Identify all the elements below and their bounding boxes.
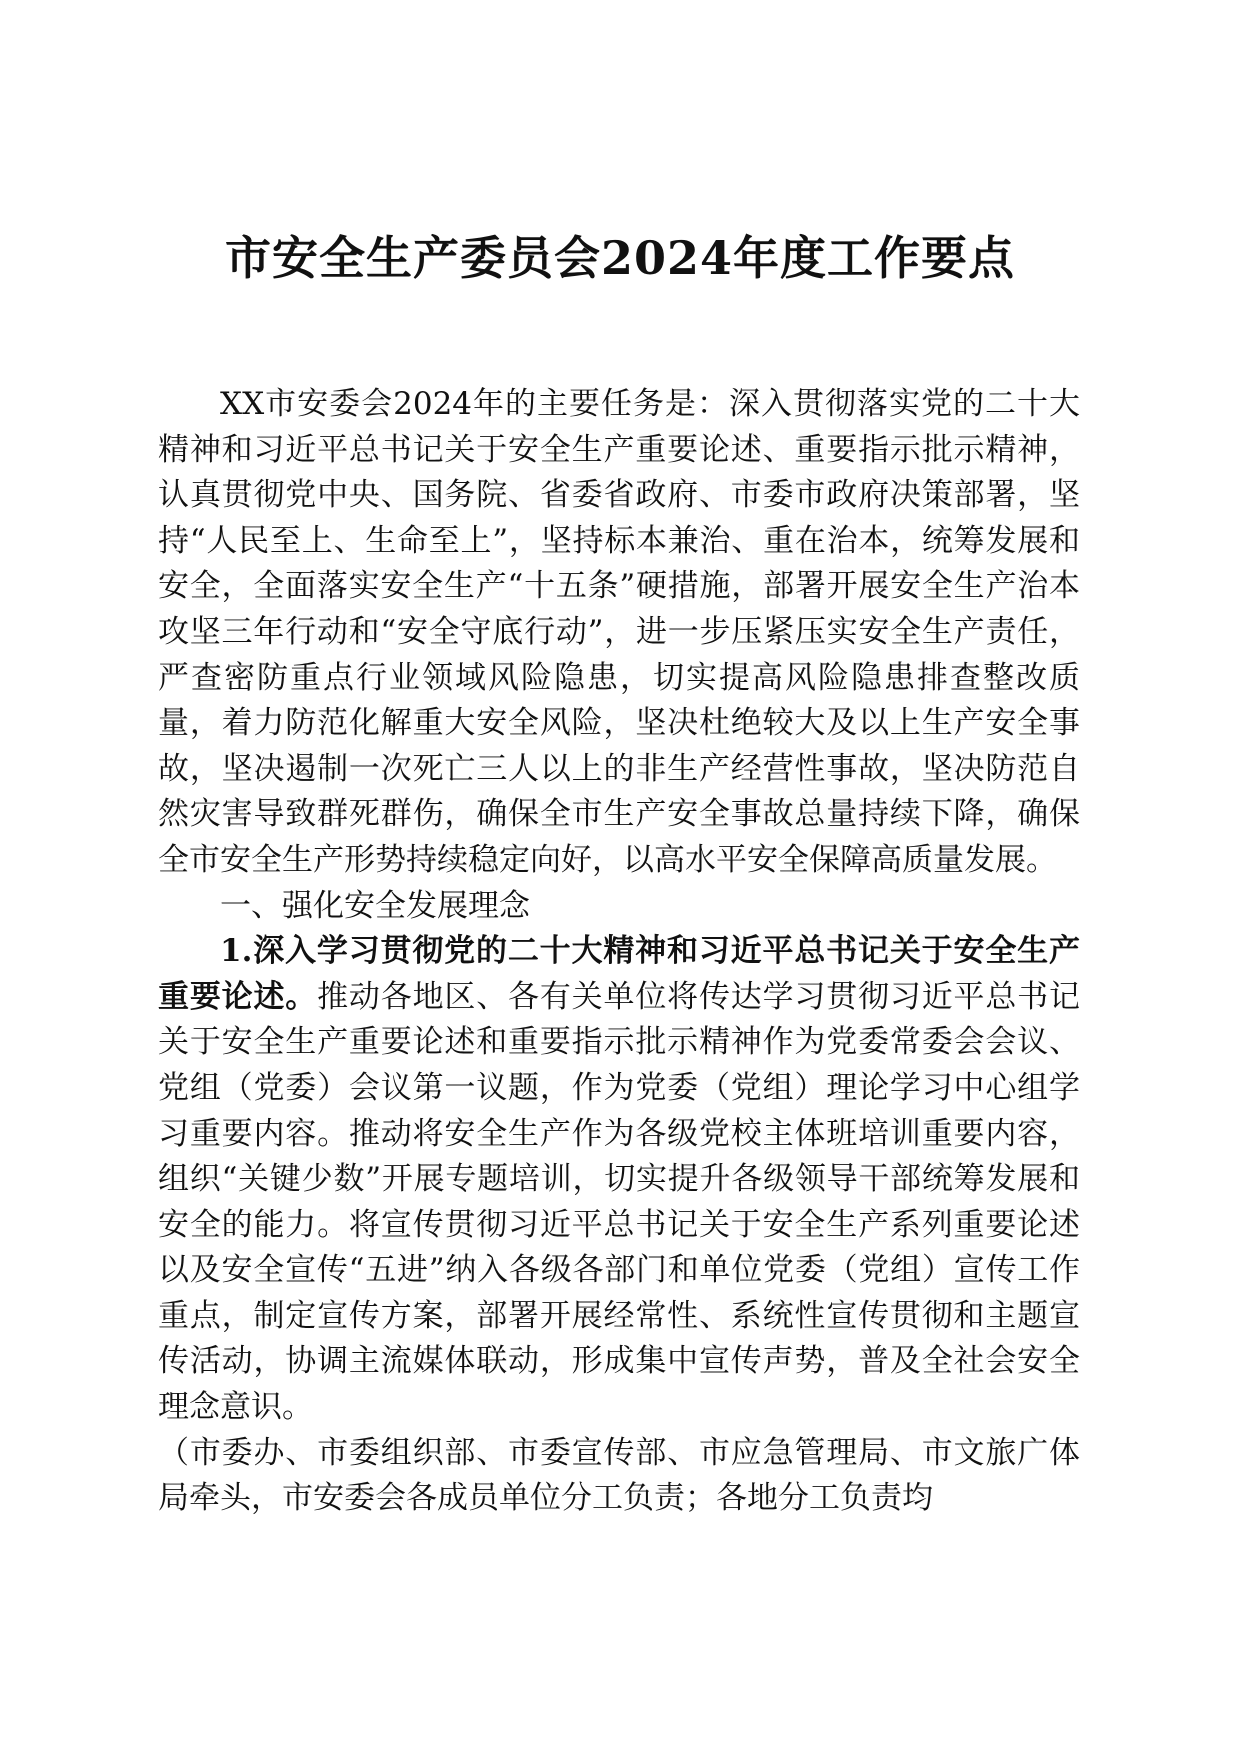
page-title: 市安全生产委员会2024年度工作要点 [224, 231, 1016, 285]
section-heading: 一、强化安全发展理念 [220, 887, 530, 924]
item-1-paragraph [158, 929, 1080, 1431]
intro-paragraph: XX市安委会2024年的主要任务是：深入贯彻落实党的二十大精神和习近平总书记关于安全生产重要论述、重要指示批示精神，认真贯彻党中央、国务院、省委省政府、市委市政府决策部署，坚持“人民至上、生命至上”，坚持标本兼治、重在治本，统筹发展和安全，全面落实安全生产“十五条”硬措施，部署开展安全生产治本攻坚三年行动和“安全守底行动”，进一步压紧压实安全生产责任，严查密防重点行业领域风险隐患，切实提高风险隐患排查整改质量，着力防范化解重大安全风险，坚决杜绝较大及以上生产安全事故，坚决遏制一次死亡三人以上的非生产经营性事故，坚决防范自然灾害导致群死群伤，确保全市生产安全事故总量持续下降，确保全市安全生产形势持续稳定向好，以高水平安全保障高质量发展。 [158, 386, 1080, 878]
item-1-text: 推动各地区、各有关单位将传达学习贯彻习近平总书记关于安全生产重要论述和重要指示批示精神作为党委常委会会议、党组（党委）会议第一议题，作为党委（党组）理论学习中心组学习重要内容。推动将安全生产作为各级党校主体班培训重要内容，组织“关键少数”开展专题培训，切实提升各级领导干部统筹发展和安全的能力。将宣传贯彻习近平总书记关于安全生产系列重要论述以及安全宣传“五进”纳入各级各部门和单位党委（党组）宣传工作重点，制定宣传方案，部署开展经常性、系统性宣传贯彻和主题宣传活动，协调主流媒体联动，形成集中宣传声势，普及全社会安全理念意识。 [158, 978, 1080, 1426]
item-1-responsibility: （市委办、市委组织部、市委宣传部、市应急管理局、市文旅广体局牵头，市安委会各成员单位分工负责；各地分工负责均 [158, 1434, 1080, 1517]
document-body [158, 382, 1080, 1522]
item-1-lead: 1.深入学习贯彻党的二十大精神和习近平总书记关于安全生产重要论述。 [158, 933, 1080, 1015]
